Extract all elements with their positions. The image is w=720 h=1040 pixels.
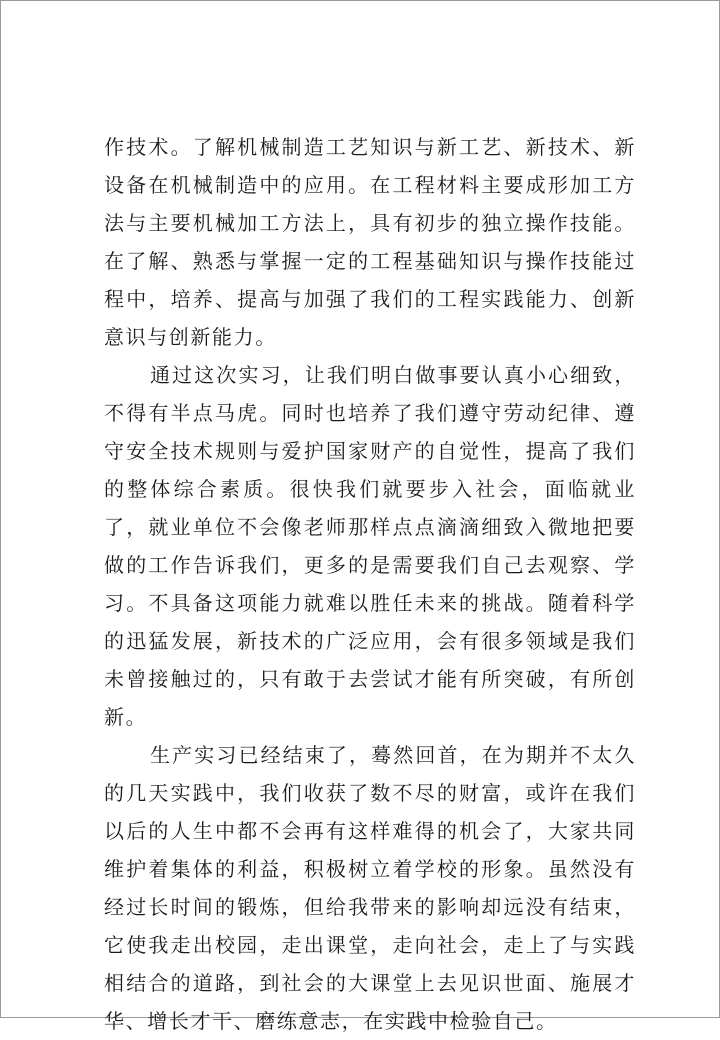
paragraph-continuation: 作技术。了解机械制造工艺知识与新工艺、新技术、新设备在机械制造中的应用。在工程材料主要成形加工方法与主要机械加工方法上，具有初步的独立操作技能。在了解、熟悉与掌握一定的工程基础知识与操作技能过程中，培养、提高与加强了我们的工程实践能力、创新意识与创新能力。 <box>104 135 636 349</box>
paragraph-internship-conclusion: 生产实习已经结束了，蓦然回首，在为期并不太久的几天实践中，我们收获了数不尽的财富，或许在我们以后的人生中都不会再有这样难得的机会了，大家共同维护着集体的利益，积极树立着学校的形象。虽然没有经过长时间的锻炼，但给我带来的影响却远没有结束，它使我走出校园，走出课堂，走向社会，走上了与实践相结合的道路，到社会的大课堂上去见识世面、施展才华、增长才干、磨练意志，在实践中检验自己。 <box>104 743 636 1033</box>
document-body <box>104 128 636 1040</box>
paragraph-internship-lessons: 通过这次实习，让我们明白做事要认真小心细致，不得有半点马虎。同时也培养了我们遵守劳动纪律、遵守安全技术规则与爱护国家财产的自觉性，提高了我们的整体综合素质。很快我们就要步入社会，面临就业了，就业单位不会像老师那样点点滴滴细致入微地把要做的工作告诉我们，更多的是需要我们自己去观察、学习。不具备这项能力就难以胜任未来的挑战。随着科学的迅猛发展，新技术的广泛应用，会有很多领域是我们未曾接触过的，只有敢于去尝试才能有所突破，有所创新。 <box>104 363 636 729</box>
